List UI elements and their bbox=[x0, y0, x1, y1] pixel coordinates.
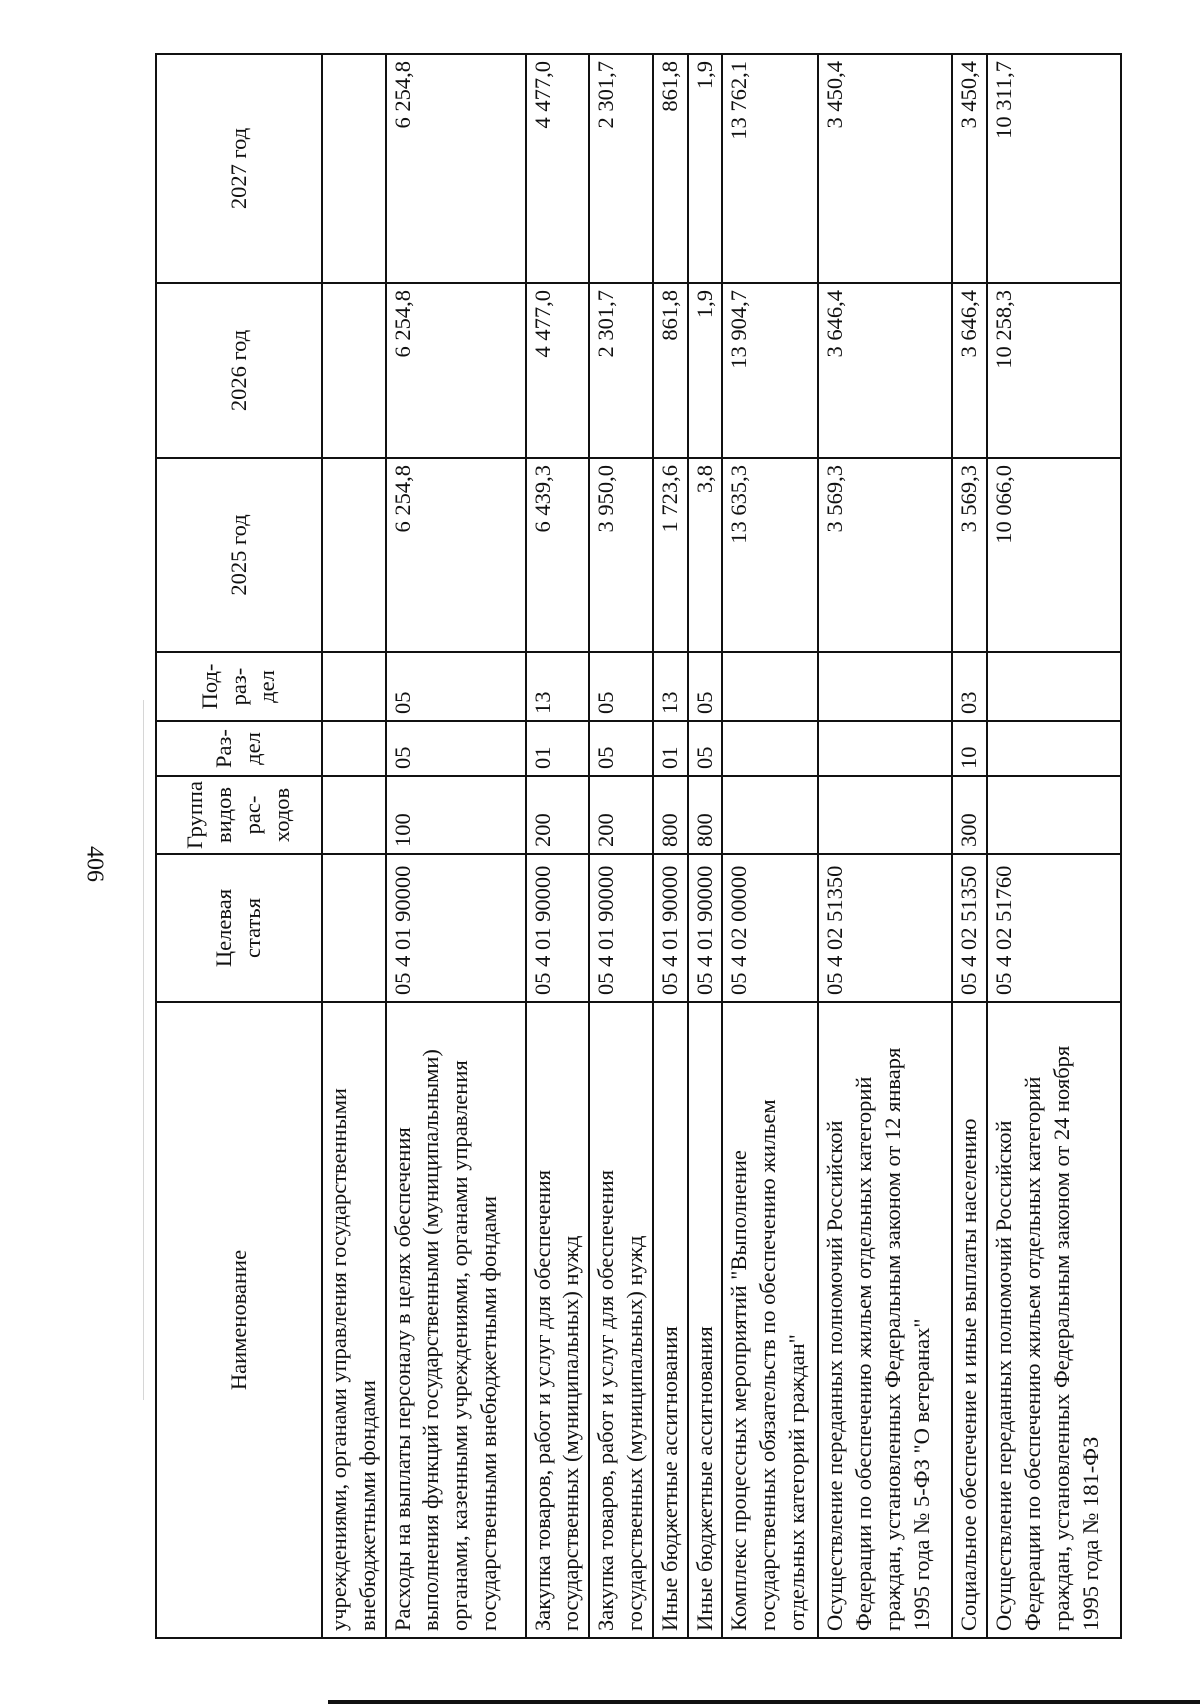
cell-name: Осуществление переданных полномочий Российской Федерации по обеспечению жильем отдельных категорий граждан, установленных Федеральным законом от 12 января 1995 года № 5-ФЗ "О ветеранах" bbox=[818, 1002, 952, 1638]
cell-target: 05 4 02 00000 bbox=[722, 854, 818, 1002]
cell-group bbox=[322, 776, 386, 854]
cell-2026: 1,9 bbox=[688, 283, 723, 458]
cell-subsection bbox=[322, 652, 386, 721]
cell-name: Иные бюджетные ассигнования bbox=[653, 1002, 688, 1638]
cell-target: 05 4 01 90000 bbox=[589, 854, 653, 1002]
cell-target: 05 4 01 90000 bbox=[653, 854, 688, 1002]
cell-subsection: 05 bbox=[589, 652, 653, 721]
cell-group: 200 bbox=[526, 776, 590, 854]
table-row bbox=[653, 54, 688, 1638]
budget-table bbox=[155, 53, 1122, 1639]
cell-target bbox=[322, 854, 386, 1002]
cell-name: Осуществление переданных полномочий Российской Федерации по обеспечению жильем отдельных категорий граждан, установленных Федеральным законом от 24 ноября 1995 года № 181-ФЗ bbox=[987, 1002, 1121, 1638]
cell-name: Расходы на выплаты персоналу в целях обеспечения выполнения функций государственными (муниципальными) органами, казенными учреждениями, органами управления государственными внебюджетными фондами bbox=[386, 1002, 526, 1638]
cell-subsection bbox=[987, 652, 1121, 721]
cell-group bbox=[818, 776, 952, 854]
header-subsection: Под- раз- дел bbox=[156, 652, 322, 721]
cell-group: 800 bbox=[653, 776, 688, 854]
header-year-2025: 2025 год bbox=[156, 458, 322, 652]
page-number bbox=[82, 846, 106, 882]
cell-target: 05 4 01 90000 bbox=[688, 854, 723, 1002]
cell-2027: 3 450,4 bbox=[952, 54, 987, 283]
cell-name: Комплекс процессных мероприятий "Выполнение государственных обязательств по обеспечению жильем отдельных категорий граждан" bbox=[722, 1002, 818, 1638]
cell-section bbox=[722, 721, 818, 776]
cell-section: 05 bbox=[589, 721, 653, 776]
table-row bbox=[526, 54, 590, 1638]
margin-rule bbox=[143, 700, 144, 1400]
page-number-text: 406 bbox=[81, 846, 108, 882]
header-name: Наименование bbox=[156, 1002, 322, 1638]
cell-name: Закупка товаров, работ и услуг для обеспечения государственных (муниципальных) нужд bbox=[589, 1002, 653, 1638]
cell-section bbox=[987, 721, 1121, 776]
cell-target: 05 4 02 51760 bbox=[987, 854, 1121, 1002]
cell-2025: 3 569,3 bbox=[952, 458, 987, 652]
cell-subsection: 13 bbox=[526, 652, 590, 721]
rotated-page-content bbox=[155, 55, 1185, 1639]
cell-2026: 13 904,7 bbox=[722, 283, 818, 458]
cell-target: 05 4 02 51350 bbox=[818, 854, 952, 1002]
cell-2026: 861,8 bbox=[653, 283, 688, 458]
table-row bbox=[952, 54, 987, 1638]
cell-2027: 2 301,7 bbox=[589, 54, 653, 283]
cell-subsection bbox=[818, 652, 952, 721]
cell-name: Закупка товаров, работ и услуг для обеспечения государственных (муниципальных) нужд bbox=[526, 1002, 590, 1638]
cell-subsection: 05 bbox=[688, 652, 723, 721]
cell-name: Иные бюджетные ассигнования bbox=[688, 1002, 723, 1638]
cell-2027: 4 477,0 bbox=[526, 54, 590, 283]
cell-section bbox=[322, 721, 386, 776]
cell-2026: 10 258,3 bbox=[987, 283, 1121, 458]
cell-subsection: 03 bbox=[952, 652, 987, 721]
cell-subsection bbox=[722, 652, 818, 721]
cell-2025: 1 723,6 bbox=[653, 458, 688, 652]
cell-2025: 6 254,8 bbox=[386, 458, 526, 652]
header-year-2027: 2027 год bbox=[156, 54, 322, 283]
cell-name: Социальное обеспечение и иные выплаты населению bbox=[952, 1002, 987, 1638]
header-expense-group: Группа видов рас- ходов bbox=[156, 776, 322, 854]
header-section: Раз- дел bbox=[156, 721, 322, 776]
table-row bbox=[818, 54, 952, 1638]
cell-2027: 13 762,1 bbox=[722, 54, 818, 283]
table-row bbox=[386, 54, 526, 1638]
cell-group bbox=[722, 776, 818, 854]
cell-section bbox=[818, 721, 952, 776]
table-header-row bbox=[156, 54, 322, 1638]
table-row bbox=[589, 54, 653, 1638]
cell-target: 05 4 01 90000 bbox=[386, 854, 526, 1002]
table-row bbox=[322, 54, 386, 1638]
cell-2026: 3 646,4 bbox=[818, 283, 952, 458]
cell-target: 05 4 02 51350 bbox=[952, 854, 987, 1002]
cell-group bbox=[987, 776, 1121, 854]
cell-name: учреждениями, органами управления государственными внебюджетными фондами bbox=[322, 1002, 386, 1638]
cell-2025: 3 950,0 bbox=[589, 458, 653, 652]
scan-edge-band bbox=[328, 1700, 1200, 1704]
cell-group: 800 bbox=[688, 776, 723, 854]
cell-target: 05 4 01 90000 bbox=[526, 854, 590, 1002]
cell-2026 bbox=[322, 283, 386, 458]
cell-2026: 2 301,7 bbox=[589, 283, 653, 458]
cell-2025: 3 569,3 bbox=[818, 458, 952, 652]
cell-2025 bbox=[322, 458, 386, 652]
cell-group: 100 bbox=[386, 776, 526, 854]
cell-2026: 6 254,8 bbox=[386, 283, 526, 458]
cell-section: 05 bbox=[688, 721, 723, 776]
cell-section: 01 bbox=[526, 721, 590, 776]
header-year-2026: 2026 год bbox=[156, 283, 322, 458]
cell-2027: 10 311,7 bbox=[987, 54, 1121, 283]
cell-group: 200 bbox=[589, 776, 653, 854]
cell-2027: 1,9 bbox=[688, 54, 723, 283]
cell-group: 300 bbox=[952, 776, 987, 854]
cell-subsection: 13 bbox=[653, 652, 688, 721]
cell-2025: 3,8 bbox=[688, 458, 723, 652]
table-row bbox=[987, 54, 1121, 1638]
cell-2026: 3 646,4 bbox=[952, 283, 987, 458]
table-row bbox=[722, 54, 818, 1638]
cell-2025: 6 439,3 bbox=[526, 458, 590, 652]
cell-2027: 3 450,4 bbox=[818, 54, 952, 283]
cell-section: 05 bbox=[386, 721, 526, 776]
cell-2026: 4 477,0 bbox=[526, 283, 590, 458]
cell-2027 bbox=[322, 54, 386, 283]
cell-subsection: 05 bbox=[386, 652, 526, 721]
cell-2025: 10 066,0 bbox=[987, 458, 1121, 652]
cell-2027: 861,8 bbox=[653, 54, 688, 283]
header-target-article: Целевая статья bbox=[156, 854, 322, 1002]
cell-2027: 6 254,8 bbox=[386, 54, 526, 283]
table-row bbox=[688, 54, 723, 1638]
cell-2025: 13 635,3 bbox=[722, 458, 818, 652]
cell-section: 01 bbox=[653, 721, 688, 776]
cell-section: 10 bbox=[952, 721, 987, 776]
